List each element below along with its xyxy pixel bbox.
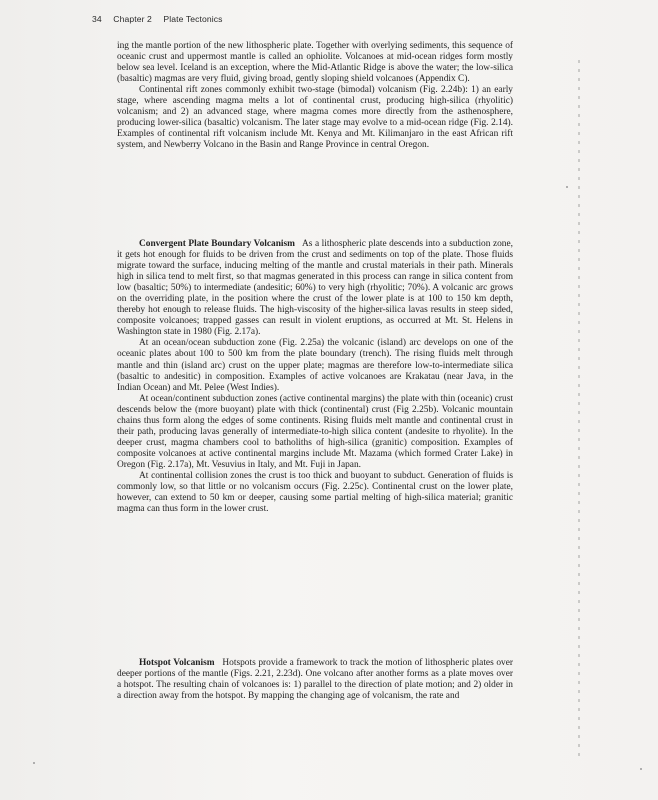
- paragraph: Hotspots provide a framework to track the motion of lithospheric plates over deeper portions of the mantle (Figs. 2.21, 2.23d). One volcano after another forms as a plate moves over a hotspot. The resulting chain of volcanoes is: 1) parallel to the direction of plate motion; and 2) older in a direction away from the hotspot. By mapping the changing age of volcanism, the rate and: [117, 658, 514, 702]
- section-heading: Hotspot Volcanism: [139, 658, 215, 668]
- chapter-title: Plate Tectonics: [163, 14, 223, 24]
- paragraph: At an ocean/ocean subduction zone (Fig. 2.25a) the volcanic (island) arc develops on one of the oceanic plates about 100 to 500 km from the plate boundary (trench). The rising fluids melt through mantle and thin (island arc) crust on the upper plate; magmas are therefore low-to-intermediate silica (basaltic to andesitic) in composition. Examples of active volcanoes are Krakatau (near Java, in the Indian Ocean) and Mt. Pelee (West Indies).: [117, 338, 513, 393]
- paragraph: As a lithospheric plate descends into a subduction zone, it gets hot enough for fluids to be driven from the crust and sediments on top of the plate. Those fluids migrate toward the surface, inducing melting of the mantle and crustal materials in their path. Minerals high in silica tend to melt first, so that magmas generated in this process can range in silica content from low (basaltic; 50%) to intermediate (andesitic; 60%) to very high (rhyolitic; 70%). A volcanic arc grows on the overriding plate, in the position where the crust of the lower plate is at 100 to 150 km depth, thereby hot enough to release fluids. The high-viscosity of the higher-silica lavas results in steep sided, composite volcanoes; trapped gasses can result in violent eruptions, as occurred at Mt. St. Helens in Washington state in 1980 (Fig. 2.17a).: [117, 239, 513, 338]
- paragraph: ing the mantle portion of the new lithospheric plate. Together with overlying sediments, this sequence of oceanic crust and uppermost mantle is called an ophiolite. Volcanoes at mid-ocean ridges form mostly below sea level. Iceland is an exception, where the Mid-Atlantic Ridge is above the water; the low-silica (basaltic) magmas are very fluid, giving broad, gently sloping shield volcanoes (Appendix C).: [117, 41, 513, 85]
- paragraph: Continental rift zones commonly exhibit two-stage (bimodal) volcanism (Fig. 2.24b): 1) an early stage, where ascending magma melts a lot of continental crust, producing high-silica (rhyolitic) volcanism; and 2) an advanced stage, where magma comes more directly from the asthenosphere, producing lower-silica (basaltic) volcanism. The later stage may evolve to a mid-ocean ridge (Fig. 2.14). Examples of continental rift volcanism include Mt. Kenya and Mt. Kilimanjaro in the east African rift system, and Newberry Volcano in the Basin and Range Province in central Oregon.: [117, 85, 513, 151]
- page-number: 34: [92, 14, 102, 24]
- paragraph: At ocean/continent subduction zones (active continental margins) the plate with thin (oceanic) crust descends below the (more buoyant) plate with thick (continental) crust (Fig 2.25b). Volcanic mountain chains thus form along the edges of some continents. Rising fluids melt mantle and continental crust in their path, producing lavas generally of intermediate-to-high silica content (andesite to rhyolite). In the deeper crust, magma chambers cool to batholiths of high-silica (granitic) composition. Examples of composite volcanoes at active continental margins include Mt. Mazama (which formed Crater Lake) in Oregon (Fig. 2.17a), Mt. Vesuvius in Italy, and Mt. Fuji in Japan.: [117, 393, 513, 470]
- scan-speck: [33, 762, 35, 764]
- scan-edge-artifact: [578, 60, 580, 760]
- scan-speck: [640, 768, 642, 770]
- paragraph: At continental collision zones the crust is too thick and buoyant to subduct. Generation of fluids is commonly low, so that little or no volcanism occurs (Fig. 2.25c). Continental crust on the lower plate, however, can extend to 50 km or deeper, causing some partial melting of high-silica material; granitic magma can thus form in the lower crust.: [117, 470, 513, 515]
- section-heading: Convergent Plate Boundary Volcanism: [139, 239, 295, 249]
- section-convergent-volcanism: [117, 239, 513, 515]
- chapter-label: Chapter 2: [113, 14, 152, 24]
- running-header: [92, 14, 232, 24]
- scan-speck: [566, 186, 568, 188]
- section-hotspot-volcanism: [117, 658, 513, 702]
- section-divergent-continuation: [117, 41, 513, 151]
